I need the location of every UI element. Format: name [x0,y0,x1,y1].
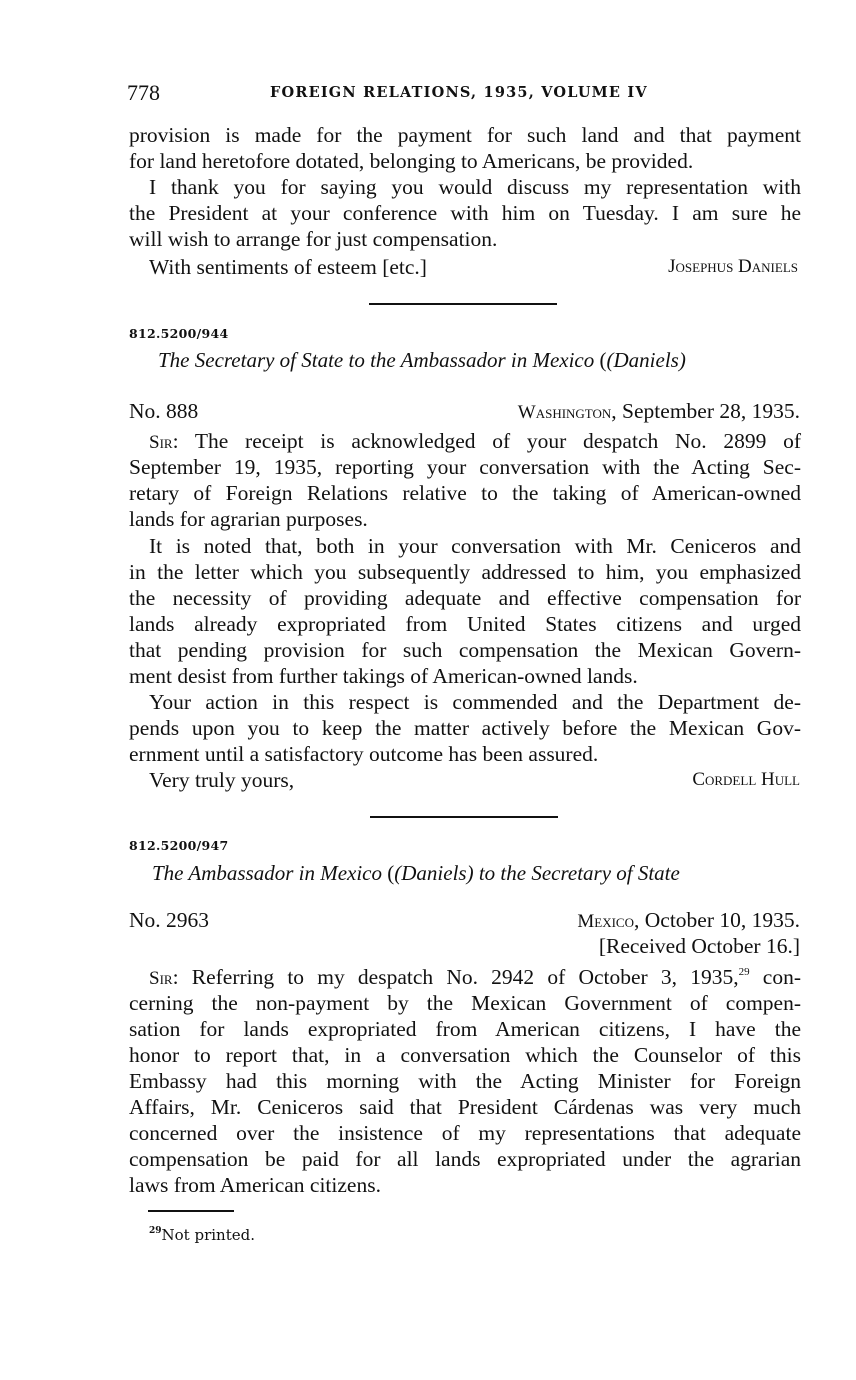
text-line: laws from American citizens. [129,1173,381,1197]
text-line: lands already expropriated from United States citizens and urged [129,612,801,636]
heading-part: The Secretary of State to the Ambassador in Mexico [158,348,595,372]
text-line: in the letter which you subsequently addressed to him, you emphasized [129,560,801,584]
closing-line: With sentiments of esteem [etc.] [149,255,427,279]
text-line: for land heretofore dotated, belonging to Americans, be provided. [129,149,694,173]
despatch-number: No. 2963 [129,908,210,932]
text-line: sation for lands expropriated from American citizens, I have the [129,1017,801,1041]
document-heading: The Secretary of State to the Ambassador in Mexico ((Daniels) [158,348,686,372]
place-date [518,398,800,426]
running-title: FOREIGN RELATIONS, 1935, VOLUME IV [270,84,648,101]
signature: Josephus Daniels [668,256,798,277]
text-line: Sir: The receipt is acknowledged of your despatch No. 2899 of [149,429,801,453]
text-line: September 19, 1935, reporting your conversation with the Acting Sec- [129,455,801,479]
place: Washington [517,402,612,423]
file-number: 812.5200/944 [129,326,229,341]
signature: Cordell Hull [692,769,800,790]
closing-line: Very truly yours, [149,768,295,792]
heading-name: (Daniels) [394,861,474,885]
text-line: cerning the non-payment by the Mexican Government of compen- [129,991,801,1015]
salutation: Sir [149,968,173,989]
received-date: [Received October 16.] [598,934,800,958]
heading-name: (Daniels) [606,348,686,372]
date: , September 28, 1935. [611,399,800,423]
text-line: ernment until a satisfactory outcome has been assured. [129,742,599,766]
text-line: Affairs, Mr. Ceniceros said that President Cárdenas was very much [129,1095,801,1119]
text-line: Sir: Referring to my despatch No. 2942 of October 3, 1935,29 con- [149,965,802,989]
footnote-ref: 29 [738,965,750,978]
text-line: that pending provision for such compensation the Mexican Govern- [129,638,801,662]
text-line: the President at your conference with him on Tuesday. I am sure he [129,201,801,225]
footnote [149,1226,255,1244]
place: Mexico [577,911,634,932]
text-line: lands for agrarian purposes. [129,507,368,531]
footnote-divider [148,1210,234,1212]
place-date [577,907,800,935]
footnote-text: Not printed. [161,1226,255,1244]
file-number: 812.5200/947 [129,838,229,853]
despatch-number: No. 888 [129,399,199,423]
salutation: Sir [149,432,173,453]
document-heading: The Ambassador in Mexico ((Daniels) to the Secretary of State [152,861,680,885]
text-line: pends upon you to keep the matter actively before the Mexican Gov- [129,716,801,740]
text-line: I thank you for saying you would discuss my representation with [149,175,801,199]
text-line: provision is made for the payment for such land and that payment [129,123,801,147]
text-line: will wish to arrange for just compensation. [129,227,498,251]
section-divider [369,303,557,305]
text-line: It is noted that, both in your conversation with Mr. Ceniceros and [149,534,801,558]
text-line: retary of Foreign Relations relative to the taking of American-owned [129,481,801,505]
text-line: Your action in this respect is commended and the Department de- [149,690,801,714]
page-number: 778 [127,80,160,105]
text-line: compensation be paid for all lands expropriated under the agrarian [129,1147,801,1171]
date: , October 10, 1935. [634,908,800,932]
text-line: ment desist from further takings of American-owned lands. [129,664,638,688]
section-divider [370,816,558,818]
text-line: Embassy had this morning with the Acting Minister for Foreign [129,1069,801,1093]
text-line: the necessity of providing adequate and effective compensation for [129,586,801,610]
heading-part: to the Secretary of State [478,861,680,885]
footnote-marker: 29 [149,1226,162,1236]
text-line: concerned over the insistence of my representations that adequate [129,1121,801,1145]
heading-part: The Ambassador in Mexico [152,861,383,885]
text-line: honor to report that, in a conversation which the Counselor of this [129,1043,801,1067]
